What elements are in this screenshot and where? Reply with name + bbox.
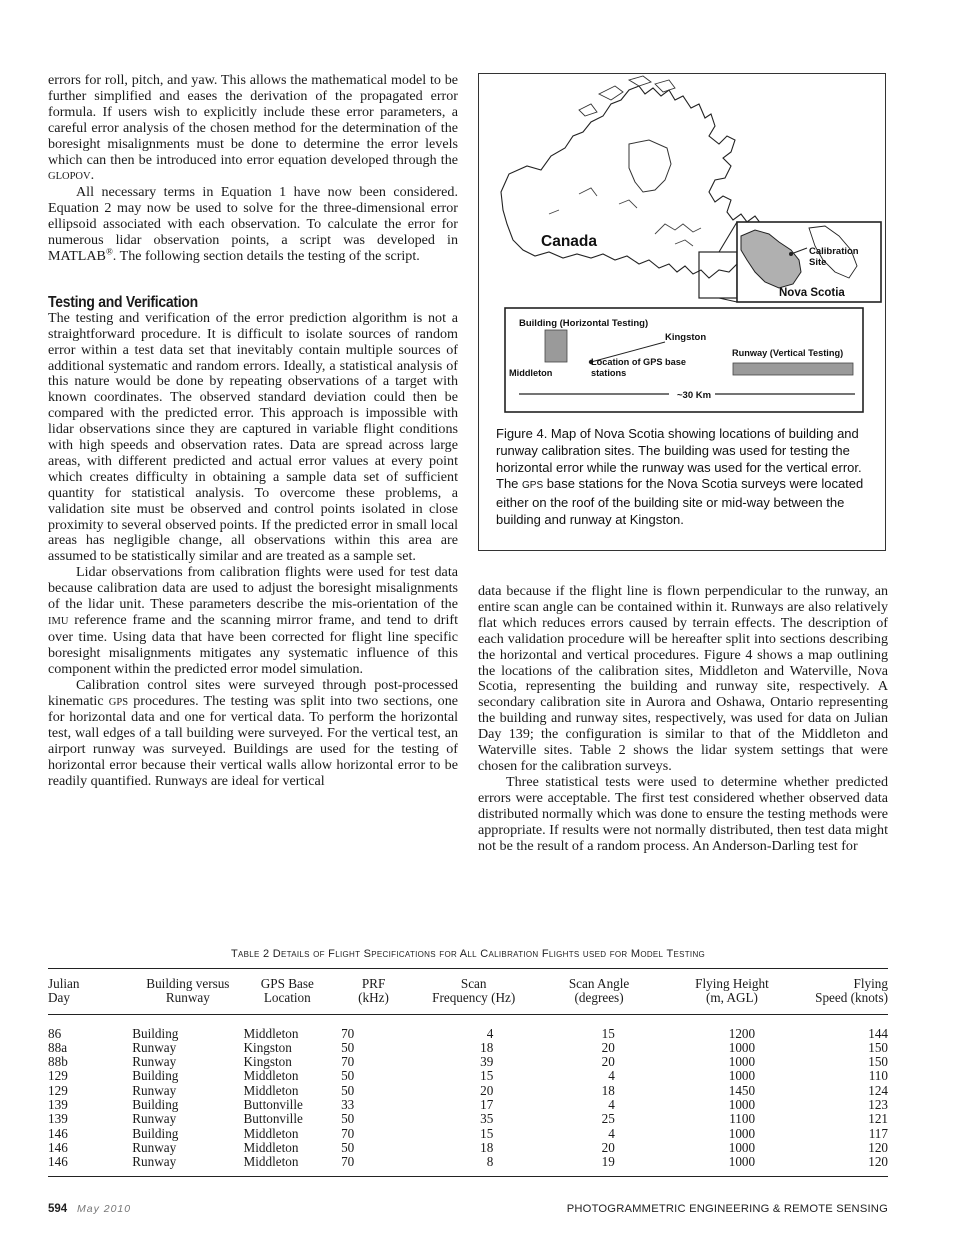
paragraph: All necessary terms in Equation 1 have now been considered. Equation 2 may now be used to solve for the three-dimensional error ellipsoid associated with each observation. To calculate the error for numerous lidar observation points, a script was developed in MATLAB®. The following section details the testing of the script. bbox=[48, 184, 458, 264]
table-header-row bbox=[48, 969, 888, 1015]
section-heading: Testing and Verification bbox=[48, 293, 198, 311]
page-footer bbox=[48, 1203, 888, 1219]
header-building-runway: Building versus Runway bbox=[146, 976, 230, 1006]
table-cell: 88a bbox=[48, 1039, 68, 1055]
table-row bbox=[48, 1041, 888, 1055]
table-cell: 18 bbox=[601, 1082, 615, 1098]
table-cell: 39 bbox=[480, 1054, 494, 1070]
table-cell: Middleton bbox=[243, 1068, 299, 1084]
table-cell: 70 bbox=[341, 1054, 355, 1070]
table-cell: 86 bbox=[48, 1025, 62, 1041]
table-cell: 123 bbox=[868, 1097, 888, 1113]
table-cell: 20 bbox=[601, 1039, 615, 1055]
issue-date: May 2010 bbox=[77, 1203, 132, 1215]
table-cell: Buttonville bbox=[243, 1111, 303, 1127]
table-cell: 124 bbox=[868, 1082, 888, 1098]
table-cell: Runway bbox=[132, 1082, 177, 1098]
table-cell: 35 bbox=[480, 1111, 494, 1127]
table-cell: 150 bbox=[868, 1039, 888, 1055]
page-number: 594 bbox=[48, 1203, 68, 1215]
inset-label-building: Building (Horizontal Testing) bbox=[519, 318, 649, 329]
figure-4 bbox=[478, 73, 886, 551]
header-flying-speed: Flying Speed (knots) bbox=[815, 976, 888, 1006]
table-row bbox=[48, 1141, 888, 1155]
table-cell: Building bbox=[132, 1068, 179, 1084]
table-cell: 1000 bbox=[728, 1097, 756, 1113]
table-cell: Buttonville bbox=[243, 1097, 303, 1113]
header-prf: PRF (kHz) bbox=[358, 976, 389, 1006]
table-row bbox=[48, 1127, 888, 1141]
table-cell: 20 bbox=[601, 1054, 615, 1070]
inset-label-location: Location of GPS base bbox=[591, 357, 686, 367]
table-cell: 1200 bbox=[728, 1025, 756, 1041]
map-label-calibration: Calibration bbox=[809, 246, 859, 257]
table-row bbox=[48, 1069, 888, 1083]
table-cell: 1000 bbox=[728, 1054, 756, 1070]
table-cell: Runway bbox=[132, 1111, 177, 1127]
table-cell: 129 bbox=[48, 1068, 68, 1084]
table-cell: 1000 bbox=[728, 1125, 756, 1141]
table-cell: Kingston bbox=[243, 1054, 292, 1070]
table-cell: 1000 bbox=[728, 1139, 756, 1155]
table-cell: 20 bbox=[480, 1082, 494, 1098]
table-cell: 146 bbox=[48, 1125, 68, 1141]
table-cell: 20 bbox=[601, 1139, 615, 1155]
table-cell: 50 bbox=[341, 1139, 355, 1155]
building-marker bbox=[545, 330, 567, 362]
paragraph: The testing and verification of the error prediction algorithm is not a straightforward procedure. It is difficult to isolate sources of random error within a test data set that inevitably contain multiple sources of additional systematic and random errors. Ideally, a statistical analysis of this nature would be done by repeating observations of a target with known coordinates. The observed standard deviation could then be compared with the predicted error. This approach is impossible with lidar observations since they are captured in variable flight conditions with high speeds and observation rates. Data are spread across large areas, with different predicted and actual error values at every point which creates difficulty in obtaining a sample data set of sufficient quantity for statistical analysis. To overcome these problems, a validation site must be observed and control points isolated in close proximity to several observed points. If the predicted error in small local areas has negligible change, all observations within this area are assumed to be statistically similar and are treated as a sample set. bbox=[48, 309, 458, 565]
right-column bbox=[478, 584, 888, 854]
table-cell: 8 bbox=[406, 1155, 541, 1176]
left-column bbox=[48, 73, 458, 790]
table-cell: 121 bbox=[868, 1111, 888, 1127]
table-row bbox=[48, 1014, 888, 1041]
table-cell: 129 bbox=[48, 1082, 68, 1098]
table-cell: 70 bbox=[331, 1155, 406, 1176]
table-cell: 70 bbox=[341, 1025, 355, 1041]
journal-name: PHOTOGRAMMETRIC ENGINEERING & REMOTE SENSING bbox=[566, 1203, 888, 1215]
table-cell: 18 bbox=[480, 1139, 494, 1155]
table-cell: 88b bbox=[48, 1054, 68, 1070]
inset-label-runway: Runway (Vertical Testing) bbox=[732, 348, 844, 358]
table-cell: 50 bbox=[341, 1068, 355, 1084]
table-cell: Middleton bbox=[244, 1155, 332, 1176]
small-caps-term: GPS bbox=[108, 696, 129, 708]
paragraph: Three statistical tests were used to determine whether predicted errors were acceptable. The first test considered whether observed data distributed normally which was done to ensure the testing methods were appropriate. If results were not normally distributed, then test data might not be the result of a random process. An Anderson-Darling test for bbox=[478, 773, 888, 854]
table-cell: 144 bbox=[868, 1025, 888, 1041]
header-scan-frequency: Scan Frequency (Hz) bbox=[432, 976, 516, 1006]
table-cell: 120 bbox=[807, 1155, 888, 1176]
flight-specifications-table bbox=[48, 968, 888, 1177]
table-cell: 1000 bbox=[657, 1155, 807, 1176]
nova-scotia-map bbox=[479, 74, 884, 419]
table-cell: Middleton bbox=[243, 1139, 299, 1155]
runway-marker bbox=[733, 363, 853, 375]
table-cell: Runway bbox=[132, 1039, 177, 1055]
table-cell: 18 bbox=[480, 1039, 494, 1055]
table-cell: Building bbox=[132, 1025, 179, 1041]
table-cell: 4 bbox=[486, 1025, 494, 1041]
table-cell: 139 bbox=[48, 1111, 68, 1127]
table-cell: 146 bbox=[48, 1139, 68, 1155]
table-cell: 25 bbox=[601, 1111, 615, 1127]
table-cell: 110 bbox=[868, 1068, 888, 1084]
inset-label-stations: stations bbox=[591, 368, 627, 378]
table-cell: Runway bbox=[106, 1155, 243, 1176]
table-cell: 1000 bbox=[728, 1039, 756, 1055]
table-cell: 19 bbox=[541, 1155, 656, 1176]
table-title: Table 2 Details of Flight Specifications for All Calibration Flights used for Model Testing bbox=[230, 948, 706, 960]
table-cell: 4 bbox=[608, 1125, 615, 1141]
figure-caption: Figure 4. Map of Nova Scotia showing locations of building and runway calibration sites. The building was used for testing the horizontal error while the runway was used for the vertical error. The GPS base stations for the Nova Scotia surveys were located either on the roof of the building site or mid-way between the building and runway at Kingston. bbox=[496, 426, 864, 527]
table-row bbox=[48, 1112, 888, 1126]
map-label-site: Site bbox=[809, 257, 827, 268]
table-cell: 50 bbox=[341, 1082, 355, 1098]
table-cell: 120 bbox=[868, 1139, 888, 1155]
inset-label-kingston: Kingston bbox=[665, 332, 707, 343]
table-cell: Middleton bbox=[243, 1025, 299, 1041]
paragraph: errors for roll, pitch, and yaw. This allows the mathematical model to be further simplified and eases the derivation of the propagated error formula. If users wish to explicitly include these error parameters, a careful error analysis of the chosen method for the determination of the boresight misalignments must be done to determine the error levels which can then be introduced into error equation developed through the GLOPOV. bbox=[48, 72, 458, 184]
zoom-connector-bottom bbox=[719, 298, 737, 302]
paragraph: Lidar observations from calibration flights were used for test data because calibration data are used to adjust the boresight misalignments of the lidar unit. These parameters describe the mis-orientation of the IMU reference frame and the scanning mirror frame, and tend to drift over time. Using data that have been corrected for flight line specific boresight misalignments mitigates any systematic influence of this component within the predicted error model simulation. bbox=[48, 564, 458, 677]
inset-label-middleton: Middleton bbox=[509, 368, 553, 378]
table-row bbox=[48, 1098, 888, 1112]
table-cell: 1000 bbox=[728, 1068, 756, 1084]
table-cell: Middleton bbox=[243, 1125, 299, 1141]
map-label-nova-scotia: Nova Scotia bbox=[779, 287, 845, 299]
paragraph: data because if the flight line is flown perpendicular to the runway, an entire scan angle can be contained within it. Runways are also relatively flat which reduces errors caused by terrain effects. The description of each validation procedure will be hereafter split into sections describing the horizontal and vertical procedures. Figure 4 shows a map outlining the locations of the calibration sites, Middleton and Waterville, Nova Scotia, representing the building and runway site, respectively. A secondary calibration site in Aurora and Oshawa, Ontario representing the building and runway sites, respectively, was used for data on Julian Day 139; the configuration is similar to that of the Middleton and Waterville sites. Table 2 shows the lidar system settings that were chosen for the calibration surveys. bbox=[478, 583, 888, 774]
table-cell: Building bbox=[132, 1125, 179, 1141]
small-caps-term: GPS bbox=[522, 480, 544, 492]
table-cell: 33 bbox=[341, 1097, 355, 1113]
table-cell: 17 bbox=[480, 1097, 494, 1113]
small-caps-term: IMU bbox=[48, 616, 69, 627]
inset-scale-label: ~30 Km bbox=[677, 390, 712, 401]
table-cell: 1100 bbox=[729, 1111, 756, 1127]
table-cell: 146 bbox=[48, 1155, 106, 1176]
table-cell: 150 bbox=[868, 1054, 888, 1070]
table-body bbox=[48, 1014, 888, 1176]
paragraph: Calibration control sites were surveyed through post-processed kinematic GPS procedures. The testing was split into two sections, one for horizontal data and one for vertical data. To perform the horizontal test, wall edges of a tall building were surveyed. For the vertical test, an airport runway was surveyed. Buildings are used for the testing of horizontal error because their vertical walls allow horizontal error to be readily quantified. Runways are ideal for vertical bbox=[48, 676, 459, 790]
table-row bbox=[48, 1084, 888, 1098]
table-cell: 139 bbox=[48, 1097, 68, 1113]
table-cell: Middleton bbox=[243, 1082, 299, 1098]
table-cell: Kingston bbox=[243, 1039, 292, 1055]
small-caps-term: GLOPOV bbox=[48, 171, 91, 183]
header-flying-height: Flying Height (m, AGL) bbox=[695, 976, 769, 1006]
table-cell: 50 bbox=[341, 1111, 355, 1127]
table-cell: 4 bbox=[608, 1068, 615, 1084]
table-cell: 50 bbox=[341, 1039, 355, 1055]
table-cell: Runway bbox=[132, 1054, 177, 1070]
table-row bbox=[48, 1155, 888, 1176]
header-julian-day: Julian Day bbox=[48, 976, 80, 1006]
map-label-canada: Canada bbox=[541, 233, 597, 250]
table-cell: Runway bbox=[132, 1139, 177, 1155]
table-row bbox=[48, 1055, 888, 1069]
table-cell: 117 bbox=[868, 1125, 888, 1141]
table-cell: 15 bbox=[480, 1068, 494, 1084]
table-cell: 70 bbox=[341, 1125, 355, 1141]
header-scan-angle: Scan Angle (degrees) bbox=[568, 976, 630, 1006]
canada-outline bbox=[501, 86, 761, 278]
table-cell: 15 bbox=[480, 1125, 494, 1141]
header-gps-base: GPS Base Location bbox=[260, 976, 314, 1006]
table-cell: 4 bbox=[608, 1097, 615, 1113]
table-cell: Building bbox=[132, 1097, 179, 1113]
table-cell: 1450 bbox=[728, 1082, 756, 1098]
table-cell: 15 bbox=[601, 1025, 615, 1041]
registered-mark: ® bbox=[105, 246, 113, 257]
